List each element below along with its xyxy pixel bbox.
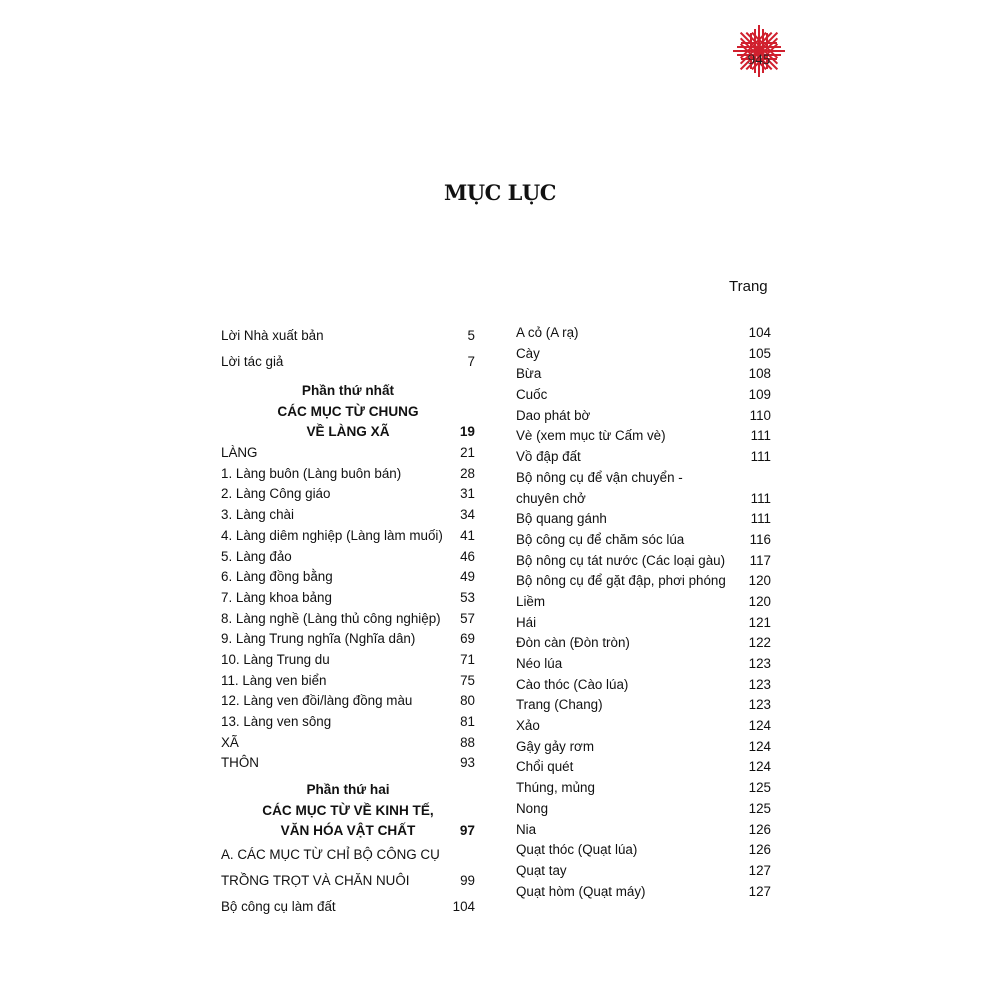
toc-entry-label: Phần thứ nhất (301, 383, 395, 398)
toc-entry-page: 105 (748, 345, 771, 361)
toc-entry-label: Nia (516, 821, 537, 837)
toc-entry-page: 34 (460, 507, 475, 523)
toc-entry-page: 124 (748, 738, 771, 754)
toc-entry-label: Cày (516, 345, 540, 361)
toc-entry-page: 93 (460, 755, 475, 771)
toc-entry-label: 3. Làng chài (221, 507, 294, 523)
toc-entry (221, 588, 475, 609)
toc-entry-label: VĂN HÓA VẬT CHẤT (280, 823, 416, 839)
page-number: 945 (747, 52, 771, 68)
toc-entry-label: Gậy gảy rơm (516, 738, 594, 754)
toc-entry (221, 691, 475, 712)
toc-entry-page: 75 (460, 672, 475, 688)
toc-entry (221, 323, 475, 349)
toc-entry-label: Bộ nông cụ để vận chuyển - (516, 469, 683, 485)
toc-entry (221, 609, 475, 630)
toc-entry (516, 406, 771, 427)
toc-entry-label: VỀ LÀNG XÃ (306, 424, 390, 440)
toc-entry-page: 120 (748, 573, 771, 589)
toc-entry (516, 633, 771, 654)
toc-entry (221, 650, 475, 671)
toc-entry-label: Lời tác giả (221, 354, 284, 369)
toc-left-column (221, 323, 475, 920)
toc-entry (516, 530, 771, 551)
toc-entry (221, 349, 475, 375)
toc-right-column (516, 323, 771, 902)
toc-entry (516, 737, 771, 758)
toc-entry-label: Thúng, mủng (516, 780, 595, 796)
toc-entry-page: 127 (748, 883, 771, 899)
toc-entry-label: Bừa (516, 366, 542, 382)
toc-entry-label: chuyên chở (516, 490, 586, 506)
toc-entry-label: 8. Làng nghề (Làng thủ công nghiệp) (221, 610, 441, 626)
toc-entry (221, 526, 475, 547)
toc-entry-page: 104 (452, 899, 475, 915)
toc-entry (516, 861, 771, 882)
toc-entry-page: 123 (748, 676, 771, 692)
toc-entry (516, 716, 771, 737)
toc-entry-page: 19 (459, 424, 475, 440)
toc-entry-label: 2. Làng Công giáo (221, 486, 331, 502)
toc-entry-label: Bộ công cụ làm đất (221, 899, 336, 915)
toc-entry-label: 5. Làng đảo (221, 548, 292, 564)
toc-entry (221, 422, 475, 443)
toc-entry (221, 894, 475, 920)
toc-entry (221, 443, 475, 464)
toc-entry-label: Bộ nông cụ để gặt đập, phơi phóng (516, 573, 726, 589)
toc-entry (221, 629, 475, 650)
toc-entry (516, 447, 771, 468)
toc-entry (516, 613, 771, 634)
toc-entry (221, 671, 475, 692)
toc-entry (221, 821, 475, 842)
toc-entry-page: 124 (748, 759, 771, 775)
toc-entry-page: 53 (460, 589, 475, 605)
toc-entry-label: 4. Làng diêm nghiệp (Làng làm muối) (221, 527, 443, 543)
toc-entry-page: 69 (460, 631, 475, 647)
toc-entry-label: CÁC MỤC TỪ VỀ KINH TẾ, (262, 802, 434, 818)
toc-entry-page: 57 (460, 610, 475, 626)
toc-entry-page: 117 (749, 552, 771, 568)
toc-entry-page: 120 (748, 593, 771, 609)
toc-entry (516, 426, 771, 447)
toc-entry-label: THÔN (221, 755, 259, 771)
toc-entry (516, 385, 771, 406)
toc-entry-page: 88 (460, 734, 475, 750)
toc-entry (516, 654, 771, 675)
toc-entry-label: Néo lúa (516, 656, 563, 671)
toc-entry-label: A. CÁC MỤC TỪ CHỈ BỘ CÔNG CỤ (221, 847, 440, 863)
toc-entry-page: 21 (460, 445, 475, 461)
toc-entry-label: Quạt hòm (Quạt máy) (516, 883, 646, 899)
toc-entry (516, 364, 771, 385)
toc-entry (516, 675, 771, 696)
toc-entry-label: Cuốc (516, 387, 548, 403)
toc-entry-page: 125 (748, 780, 771, 796)
toc-entry (221, 547, 475, 568)
toc-entry (221, 780, 475, 801)
toc-entry-page: 123 (748, 697, 771, 713)
toc-entry (221, 712, 475, 733)
toc-entry-page: 80 (460, 693, 475, 709)
toc-entry-label: Bộ nông cụ tát nước (Các loại gàu) (516, 552, 726, 568)
page-title: MỤC LỤC (444, 180, 556, 205)
toc-entry-page: 116 (749, 531, 771, 547)
toc-entry-page: 110 (749, 407, 771, 423)
toc-entry-label: Bộ quang gánh (516, 511, 607, 527)
toc-entry-page: 123 (748, 656, 771, 671)
toc-entry (221, 464, 475, 485)
toc-entry-page: 125 (748, 800, 771, 816)
toc-entry-label: Vồ đập đất (516, 449, 581, 465)
toc-entry-label: Xảo (516, 718, 540, 734)
toc-entry (516, 509, 771, 530)
toc-entry (221, 402, 475, 423)
toc-entry-page: 121 (748, 614, 771, 630)
toc-entry-label: Nong (516, 800, 549, 816)
toc-entry-page: 46 (460, 548, 475, 564)
toc-entry (516, 571, 771, 592)
toc-entry (221, 868, 475, 894)
toc-entry (516, 820, 771, 841)
toc-entry-label: Liềm (516, 593, 546, 609)
toc-entry-page: 111 (750, 428, 771, 444)
toc-entry-label: Chổi quét (516, 759, 574, 775)
toc-entry-label: Quạt tay (516, 862, 567, 878)
toc-entry (516, 799, 771, 820)
toc-entry (516, 344, 771, 365)
toc-entry-label: Dao phát bờ (516, 407, 591, 423)
toc-entry-page: 127 (748, 862, 771, 878)
toc-entry-page: 111 (750, 490, 771, 506)
toc-entry-label: Trang (Chang) (516, 697, 603, 713)
toc-entry-label: 6. Làng đồng bằng (221, 569, 333, 585)
toc-entry (221, 567, 475, 588)
toc-entry (516, 489, 771, 510)
toc-entry-label: Đòn càn (Đòn tròn) (516, 635, 630, 651)
toc-entry-page: 81 (460, 714, 475, 729)
toc-entry-label: 13. Làng ven sông (221, 714, 332, 729)
toc-entry-page: 97 (459, 823, 475, 839)
toc-entry (221, 484, 475, 505)
toc-entry (221, 801, 475, 822)
red-star-emblem-icon (732, 24, 786, 78)
toc-entry (516, 882, 771, 903)
toc-entry (516, 695, 771, 716)
toc-entry-label: 11. Làng ven biển (221, 672, 327, 688)
toc-entry (516, 551, 771, 572)
toc-entry (516, 757, 771, 778)
toc-entry-label: TRỒNG TRỌT VÀ CHĂN NUÔI (221, 873, 410, 889)
toc-entry-page: 108 (748, 366, 771, 382)
toc-entry-label: 10. Làng Trung du (221, 651, 330, 667)
toc-entry-page: 122 (748, 635, 771, 651)
toc-entry-label: Phần thứ hai (306, 782, 390, 798)
toc-entry-label: 12. Làng ven đồi/làng đồng màu (221, 693, 413, 709)
toc-entry (221, 842, 475, 868)
toc-entry-label: 9. Làng Trung nghĩa (Nghĩa dân) (221, 631, 416, 647)
toc-entry-label: CÁC MỤC TỪ CHUNG (277, 403, 419, 419)
toc-entry-page: 124 (748, 718, 771, 734)
toc-entry-label: Lời Nhà xuất bản (221, 328, 324, 343)
toc-entry (221, 505, 475, 526)
toc-entry-page: 111 (750, 511, 771, 527)
toc-entry-page: 7 (467, 354, 475, 369)
toc-entry (516, 468, 771, 489)
toc-entry-page: 71 (460, 651, 475, 667)
toc-entry-page: 5 (467, 328, 475, 343)
toc-entry-page: 41 (460, 527, 475, 543)
toc-entry-page: 126 (748, 821, 771, 837)
toc-entry-label: 1. Làng buôn (Làng buôn bán) (221, 465, 402, 481)
toc-entry-label: Vè (xem mục từ Cấm vè) (516, 428, 666, 444)
toc-entry-label: LÀNG (221, 445, 258, 461)
toc-entry-label: A cỏ (A rạ) (516, 325, 579, 340)
toc-entry (221, 381, 475, 402)
toc-entry (516, 840, 771, 861)
toc-entry-label: Quạt thóc (Quạt lúa) (516, 842, 638, 858)
toc-entry (221, 753, 475, 774)
toc-entry-page: 126 (748, 842, 771, 858)
toc-entry-page: 109 (748, 387, 771, 403)
toc-entry-page: 49 (460, 569, 475, 585)
toc-entry-label: Bộ công cụ để chăm sóc lúa (516, 531, 685, 547)
toc-entry (221, 733, 475, 754)
toc-entry-page: 104 (748, 325, 771, 340)
toc-entry (516, 592, 771, 613)
toc-entry-label: XÃ (221, 734, 239, 750)
toc-entry-label: Cào thóc (Cào lúa) (516, 676, 629, 692)
toc-entry-label: Hái (516, 614, 537, 630)
toc-entry-page: 28 (460, 465, 475, 481)
toc-entry-page: 31 (460, 486, 475, 502)
page-column-header: Trang (729, 278, 768, 295)
toc-entry-page: 111 (750, 449, 771, 465)
toc-entry (516, 778, 771, 799)
toc-entry-page: 99 (460, 873, 475, 889)
toc-entry (516, 323, 771, 344)
toc-entry-label: 7. Làng khoa bảng (221, 589, 332, 605)
